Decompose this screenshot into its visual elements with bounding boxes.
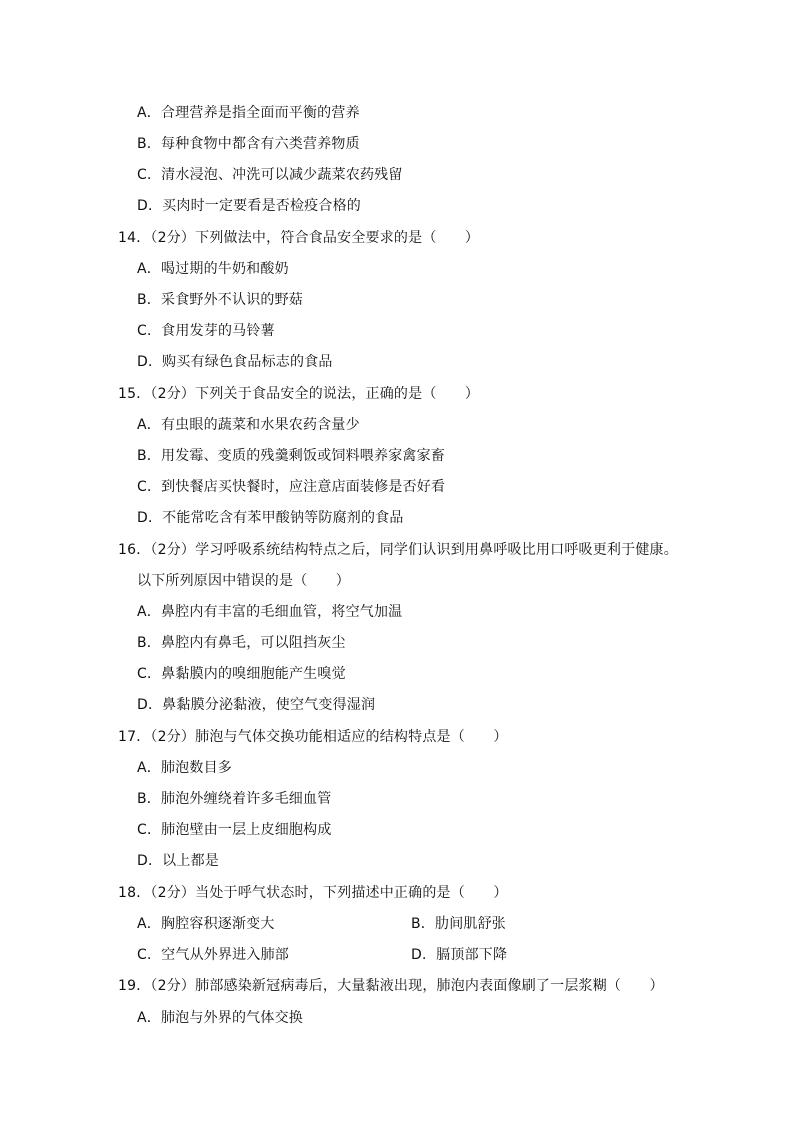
question-15-option-d: D．不能常吃含有苯甲酸钠等防腐剂的食品 [137, 510, 404, 526]
question-16-option-c: C．鼻黏膜内的嗅细胞能产生嗅觉 [137, 666, 346, 682]
question-18-option-b: B．肋间肌舒张 [411, 916, 507, 932]
prev-option-b: B．每种食物中都含有六类营养物质 [137, 136, 360, 152]
question-18-option-a: A．胸腔容积逐渐变大 [137, 916, 275, 932]
prev-option-c: C．清水浸泡、冲洗可以减少蔬菜农药残留 [137, 167, 403, 183]
question-17-option-c: C．肺泡壁由一层上皮细胞构成 [137, 822, 332, 838]
question-14-option-d: D．购买有绿色食品标志的食品 [137, 354, 333, 370]
prev-option-a: A．合理营养是指全面而平衡的营养 [137, 105, 360, 121]
question-17-stem: 17．（2分）肺泡与气体交换功能相适应的结构特点是（ ） [118, 729, 508, 745]
question-17-option-a: A．肺泡数目多 [137, 760, 232, 776]
question-14-option-b: B．采食野外不认识的野菇 [137, 292, 304, 308]
question-16-stem: 16．（2分）学习呼吸系统结构特点之后，同学们认识到用鼻呼吸比用口呼吸更利于健康。 [118, 542, 678, 558]
question-15-option-c: C．到快餐店买快餐时，应注意店面装修是否好看 [137, 479, 446, 495]
question-18-option-c: C．空气从外界进入肺部 [137, 947, 289, 963]
question-15-option-a: A．有虫眼的蔬菜和水果农药含量少 [137, 417, 360, 433]
question-18-stem: 18．（2分）当处于呼气状态时，下列描述中正确的是（ ） [118, 885, 508, 901]
question-16-option-d: D．鼻黏膜分泌黏液，使空气变得湿润 [137, 697, 376, 713]
question-14-stem: 14．（2分）下列做法中，符合食品安全要求的是（ ） [118, 230, 480, 246]
question-18-option-d: D．膈顶部下降 [411, 947, 508, 963]
question-16-option-b: B．鼻腔内有鼻毛，可以阻挡灰尘 [137, 635, 346, 651]
prev-option-d: D．买肉时一定要看是否检疫合格的 [137, 198, 361, 214]
question-15-option-b: B．用发霉、变质的残羹剩饭或饲料喂养家禽家畜 [137, 448, 446, 464]
question-16-stem-continued: 以下所列原因中错误的是（ ） [137, 573, 350, 589]
question-16-option-a: A．鼻腔内有丰富的毛细血管，将空气加温 [137, 604, 403, 620]
question-19-option-a: A．肺泡与外界的气体交换 [137, 1010, 303, 1026]
question-15-stem: 15．（2分）下列关于食品安全的说法，正确的是（ ） [118, 386, 480, 402]
question-14-option-a: A．喝过期的牛奶和酸奶 [137, 261, 289, 277]
question-19-stem: 19．（2分）肺部感染新冠病毒后，大量黏液出现，肺泡内表面像刷了一层浆糊（ ） [118, 978, 664, 994]
question-17-option-d: D．以上都是 [137, 853, 219, 869]
question-17-option-b: B．肺泡外缠绕着许多毛细血管 [137, 791, 332, 807]
question-14-option-c: C．食用发芽的马铃薯 [137, 323, 275, 339]
